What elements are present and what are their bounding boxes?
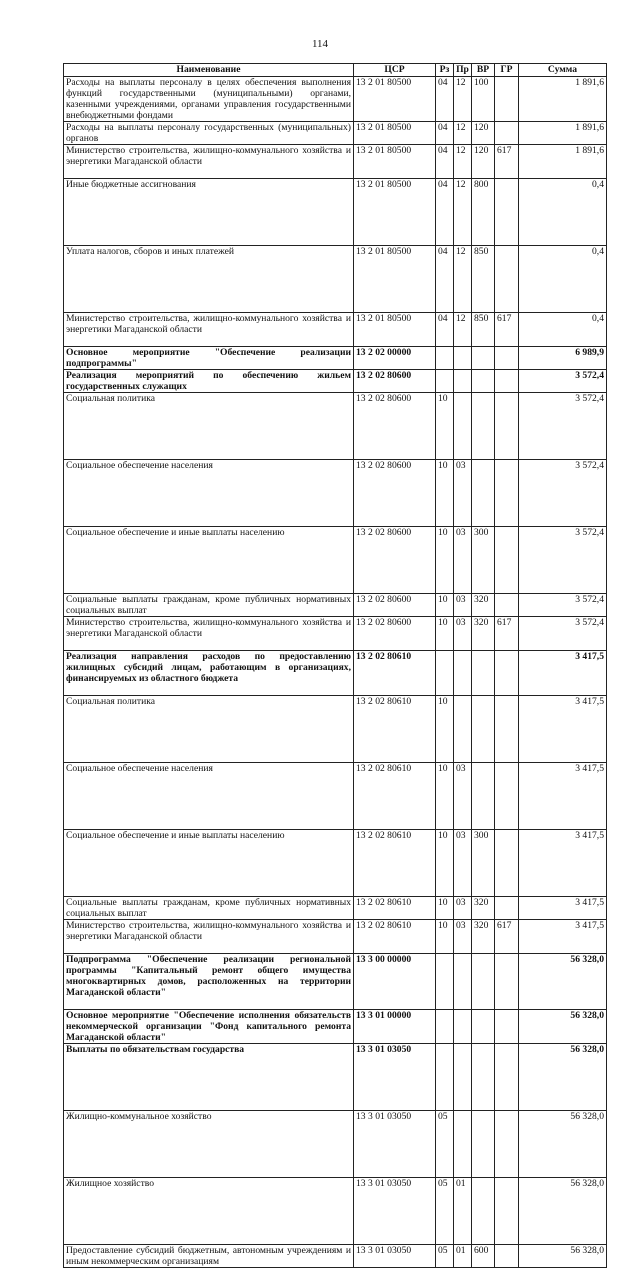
table-row bbox=[64, 347, 607, 370]
cell-vr bbox=[472, 651, 495, 696]
cell-name: Министерство строительства, жилищно-коммунального хозяйства и энергетики Магаданской области bbox=[64, 920, 354, 954]
table-row bbox=[64, 313, 607, 347]
cell-rz bbox=[436, 347, 454, 370]
cell-csr: 13 2 01 80500 bbox=[354, 179, 436, 246]
cell-csr: 13 2 01 80500 bbox=[354, 122, 436, 145]
page-number: 114 bbox=[311, 38, 329, 50]
table-row bbox=[64, 617, 607, 651]
cell-name: Расходы на выплаты персоналу государственных (муниципальных) органов bbox=[64, 122, 354, 145]
cell-name: Социальная политика bbox=[64, 696, 354, 763]
cell-sum: 56 328,0 bbox=[519, 1044, 607, 1111]
cell-sum: 3 572,4 bbox=[519, 527, 607, 594]
cell-csr: 13 2 02 80610 bbox=[354, 696, 436, 763]
cell-pr: 03 bbox=[454, 897, 472, 920]
cell-rz: 10 bbox=[436, 617, 454, 651]
cell-gr bbox=[495, 763, 519, 830]
cell-gr bbox=[495, 460, 519, 527]
cell-pr: 03 bbox=[454, 920, 472, 954]
cell-vr bbox=[472, 1111, 495, 1178]
cell-name: Министерство строительства, жилищно-коммунального хозяйства и энергетики Магаданской области bbox=[64, 145, 354, 179]
cell-gr bbox=[495, 393, 519, 460]
budget-table bbox=[63, 63, 607, 1268]
cell-rz: 10 bbox=[436, 460, 454, 527]
cell-pr: 03 bbox=[454, 527, 472, 594]
cell-csr: 13 2 02 80600 bbox=[354, 393, 436, 460]
cell-rz: 10 bbox=[436, 920, 454, 954]
table-row bbox=[64, 77, 607, 122]
cell-gr bbox=[495, 651, 519, 696]
cell-csr: 13 2 02 00000 bbox=[354, 347, 436, 370]
table-row bbox=[64, 1044, 607, 1111]
cell-csr: 13 2 01 80500 bbox=[354, 246, 436, 313]
cell-name: Социальная политика bbox=[64, 393, 354, 460]
cell-sum: 56 328,0 bbox=[519, 1178, 607, 1245]
cell-gr bbox=[495, 830, 519, 897]
cell-gr bbox=[495, 527, 519, 594]
cell-gr: 617 bbox=[495, 920, 519, 954]
cell-vr: 320 bbox=[472, 617, 495, 651]
cell-rz bbox=[436, 651, 454, 696]
table-row bbox=[64, 830, 607, 897]
cell-gr bbox=[495, 1010, 519, 1044]
cell-csr: 13 3 01 03050 bbox=[354, 1178, 436, 1245]
cell-rz: 05 bbox=[436, 1245, 454, 1268]
header-sum: Сумма bbox=[519, 64, 607, 77]
cell-name: Жилищно-коммунальное хозяйство bbox=[64, 1111, 354, 1178]
cell-rz: 05 bbox=[436, 1178, 454, 1245]
cell-rz: 10 bbox=[436, 897, 454, 920]
cell-csr: 13 2 02 80600 bbox=[354, 527, 436, 594]
cell-rz: 05 bbox=[436, 1111, 454, 1178]
cell-vr: 800 bbox=[472, 179, 495, 246]
cell-pr bbox=[454, 1111, 472, 1178]
cell-sum: 3 417,5 bbox=[519, 830, 607, 897]
cell-sum: 6 989,9 bbox=[519, 347, 607, 370]
table-row bbox=[64, 594, 607, 617]
cell-pr bbox=[454, 651, 472, 696]
table-row bbox=[64, 763, 607, 830]
cell-pr: 12 bbox=[454, 77, 472, 122]
cell-vr: 300 bbox=[472, 527, 495, 594]
cell-csr: 13 3 01 03050 bbox=[354, 1245, 436, 1268]
cell-rz: 10 bbox=[436, 527, 454, 594]
table-row bbox=[64, 145, 607, 179]
cell-vr: 320 bbox=[472, 594, 495, 617]
cell-gr bbox=[495, 179, 519, 246]
cell-gr bbox=[495, 1111, 519, 1178]
cell-gr bbox=[495, 1044, 519, 1111]
cell-vr bbox=[472, 1044, 495, 1111]
cell-csr: 13 2 02 80600 bbox=[354, 594, 436, 617]
cell-pr: 01 bbox=[454, 1245, 472, 1268]
cell-sum: 3 572,4 bbox=[519, 594, 607, 617]
cell-gr bbox=[495, 347, 519, 370]
cell-sum: 56 328,0 bbox=[519, 1010, 607, 1044]
cell-pr: 03 bbox=[454, 594, 472, 617]
cell-sum: 56 328,0 bbox=[519, 1245, 607, 1268]
cell-name: Выплаты по обязательствам государства bbox=[64, 1044, 354, 1111]
cell-rz: 04 bbox=[436, 122, 454, 145]
cell-csr: 13 3 01 03050 bbox=[354, 1111, 436, 1178]
cell-vr bbox=[472, 696, 495, 763]
cell-sum: 3 417,5 bbox=[519, 696, 607, 763]
cell-gr bbox=[495, 594, 519, 617]
cell-name: Социальное обеспечение и иные выплаты населению bbox=[64, 830, 354, 897]
cell-vr: 100 bbox=[472, 77, 495, 122]
cell-rz: 04 bbox=[436, 313, 454, 347]
cell-name: Реализация мероприятий по обеспечению жильем государственных служащих bbox=[64, 370, 354, 393]
table-row bbox=[64, 527, 607, 594]
cell-rz: 10 bbox=[436, 594, 454, 617]
cell-name: Социальные выплаты гражданам, кроме публичных нормативных социальных выплат bbox=[64, 594, 354, 617]
cell-gr bbox=[495, 246, 519, 313]
cell-rz bbox=[436, 1044, 454, 1111]
cell-csr: 13 2 02 80610 bbox=[354, 897, 436, 920]
cell-pr: 03 bbox=[454, 830, 472, 897]
cell-sum: 3 417,5 bbox=[519, 763, 607, 830]
budget-table-body bbox=[64, 77, 607, 1268]
cell-vr: 120 bbox=[472, 122, 495, 145]
cell-sum: 3 572,4 bbox=[519, 460, 607, 527]
cell-csr: 13 2 02 80600 bbox=[354, 617, 436, 651]
cell-gr bbox=[495, 897, 519, 920]
table-row bbox=[64, 1245, 607, 1268]
cell-vr: 600 bbox=[472, 1245, 495, 1268]
cell-vr: 300 bbox=[472, 830, 495, 897]
table-row bbox=[64, 651, 607, 696]
cell-pr: 03 bbox=[454, 460, 472, 527]
cell-vr: 320 bbox=[472, 897, 495, 920]
cell-pr: 12 bbox=[454, 145, 472, 179]
cell-vr bbox=[472, 1178, 495, 1245]
cell-name: Расходы на выплаты персоналу в целях обеспечения выполнения функций государственными (муниципальными) органами, казенными учреждениями, органами управления государственными внебюджетными фондами bbox=[64, 77, 354, 122]
cell-name: Социальное обеспечение и иные выплаты населению bbox=[64, 527, 354, 594]
cell-pr: 12 bbox=[454, 313, 472, 347]
cell-vr bbox=[472, 954, 495, 1010]
cell-rz: 10 bbox=[436, 696, 454, 763]
cell-gr bbox=[495, 954, 519, 1010]
cell-rz bbox=[436, 370, 454, 393]
cell-pr bbox=[454, 347, 472, 370]
cell-pr: 03 bbox=[454, 617, 472, 651]
cell-sum: 56 328,0 bbox=[519, 1111, 607, 1178]
cell-vr bbox=[472, 1010, 495, 1044]
cell-pr bbox=[454, 1010, 472, 1044]
cell-csr: 13 2 02 80610 bbox=[354, 920, 436, 954]
cell-sum: 3 417,5 bbox=[519, 651, 607, 696]
cell-rz bbox=[436, 954, 454, 1010]
cell-csr: 13 2 01 80500 bbox=[354, 313, 436, 347]
cell-sum: 3 572,4 bbox=[519, 617, 607, 651]
cell-name: Министерство строительства, жилищно-коммунального хозяйства и энергетики Магаданской области bbox=[64, 617, 354, 651]
cell-pr bbox=[454, 1044, 472, 1111]
cell-pr: 12 bbox=[454, 246, 472, 313]
cell-rz: 10 bbox=[436, 393, 454, 460]
cell-csr: 13 2 02 80610 bbox=[354, 651, 436, 696]
header-name: Наименование bbox=[64, 64, 354, 77]
table-row bbox=[64, 920, 607, 954]
cell-vr: 850 bbox=[472, 313, 495, 347]
table-row bbox=[64, 122, 607, 145]
cell-pr: 03 bbox=[454, 763, 472, 830]
cell-csr: 13 2 02 80610 bbox=[354, 830, 436, 897]
cell-pr bbox=[454, 954, 472, 1010]
cell-rz bbox=[436, 1010, 454, 1044]
cell-gr bbox=[495, 77, 519, 122]
table-row bbox=[64, 696, 607, 763]
cell-name: Министерство строительства, жилищно-коммунального хозяйства и энергетики Магаданской области bbox=[64, 313, 354, 347]
cell-name: Социальное обеспечение населения bbox=[64, 763, 354, 830]
cell-gr bbox=[495, 370, 519, 393]
cell-vr bbox=[472, 347, 495, 370]
table-row bbox=[64, 393, 607, 460]
cell-name: Социальное обеспечение населения bbox=[64, 460, 354, 527]
cell-name: Жилищное хозяйство bbox=[64, 1178, 354, 1245]
cell-gr bbox=[495, 696, 519, 763]
table-row bbox=[64, 179, 607, 246]
cell-sum: 1 891,6 bbox=[519, 122, 607, 145]
cell-csr: 13 2 01 80500 bbox=[354, 77, 436, 122]
cell-gr bbox=[495, 122, 519, 145]
cell-vr bbox=[472, 460, 495, 527]
cell-sum: 1 891,6 bbox=[519, 145, 607, 179]
table-header-row bbox=[64, 64, 607, 77]
cell-sum: 0,4 bbox=[519, 246, 607, 313]
cell-sum: 0,4 bbox=[519, 179, 607, 246]
cell-sum: 3 572,4 bbox=[519, 393, 607, 460]
header-pr: Пр bbox=[454, 64, 472, 77]
cell-gr bbox=[495, 1245, 519, 1268]
table-row bbox=[64, 1010, 607, 1044]
cell-gr: 617 bbox=[495, 617, 519, 651]
cell-csr: 13 2 02 80600 bbox=[354, 370, 436, 393]
table-row bbox=[64, 954, 607, 1010]
header-csr: ЦСР bbox=[354, 64, 436, 77]
cell-gr: 617 bbox=[495, 145, 519, 179]
cell-sum: 0,4 bbox=[519, 313, 607, 347]
cell-rz: 10 bbox=[436, 763, 454, 830]
cell-rz: 10 bbox=[436, 830, 454, 897]
header-vr: ВР bbox=[472, 64, 495, 77]
cell-name: Предоставление субсидий бюджетным, автономным учреждениям и иным некоммерческим организациям bbox=[64, 1245, 354, 1268]
cell-name: Социальные выплаты гражданам, кроме публичных нормативных социальных выплат bbox=[64, 897, 354, 920]
cell-sum: 3 572,4 bbox=[519, 370, 607, 393]
cell-vr: 320 bbox=[472, 920, 495, 954]
cell-name: Основное мероприятие "Обеспечение реализации подпрограммы" bbox=[64, 347, 354, 370]
cell-vr: 120 bbox=[472, 145, 495, 179]
cell-csr: 13 2 02 80600 bbox=[354, 460, 436, 527]
cell-vr bbox=[472, 393, 495, 460]
cell-vr: 850 bbox=[472, 246, 495, 313]
cell-csr: 13 3 00 00000 bbox=[354, 954, 436, 1010]
cell-vr bbox=[472, 370, 495, 393]
header-rz: Рз bbox=[436, 64, 454, 77]
cell-csr: 13 2 02 80610 bbox=[354, 763, 436, 830]
cell-gr: 617 bbox=[495, 313, 519, 347]
cell-sum: 56 328,0 bbox=[519, 954, 607, 1010]
table-row bbox=[64, 1178, 607, 1245]
cell-sum: 3 417,5 bbox=[519, 897, 607, 920]
cell-pr: 01 bbox=[454, 1178, 472, 1245]
cell-rz: 04 bbox=[436, 145, 454, 179]
cell-rz: 04 bbox=[436, 77, 454, 122]
table-row bbox=[64, 1111, 607, 1178]
table-row bbox=[64, 246, 607, 313]
cell-gr bbox=[495, 1178, 519, 1245]
cell-pr bbox=[454, 370, 472, 393]
table-row bbox=[64, 460, 607, 527]
cell-pr: 12 bbox=[454, 122, 472, 145]
cell-csr: 13 2 01 80500 bbox=[354, 145, 436, 179]
table-row bbox=[64, 370, 607, 393]
cell-name: Иные бюджетные ассигнования bbox=[64, 179, 354, 246]
cell-csr: 13 3 01 03050 bbox=[354, 1044, 436, 1111]
cell-sum: 1 891,6 bbox=[519, 77, 607, 122]
cell-sum: 3 417,5 bbox=[519, 920, 607, 954]
cell-rz: 04 bbox=[436, 246, 454, 313]
cell-pr bbox=[454, 696, 472, 763]
header-gr: ГР bbox=[495, 64, 519, 77]
cell-name: Подпрограмма "Обеспечение реализации региональной программы "Капитальный ремонт общего имущества многоквартирных домов, расположенных на территории Магаданской области" bbox=[64, 954, 354, 1010]
cell-rz: 04 bbox=[436, 179, 454, 246]
cell-pr: 12 bbox=[454, 179, 472, 246]
cell-csr: 13 3 01 00000 bbox=[354, 1010, 436, 1044]
cell-pr bbox=[454, 393, 472, 460]
cell-name: Уплата налогов, сборов и иных платежей bbox=[64, 246, 354, 313]
cell-name: Основное мероприятие "Обеспечение исполнения обязательств некоммерческой организации "Фонд капитального ремонта Магаданской области" bbox=[64, 1010, 354, 1044]
cell-vr bbox=[472, 763, 495, 830]
table-row bbox=[64, 897, 607, 920]
cell-name: Реализация направления расходов по предоставлению жилищных субсидий лицам, работающим в организациях, финансируемых из областного бюджета bbox=[64, 651, 354, 696]
